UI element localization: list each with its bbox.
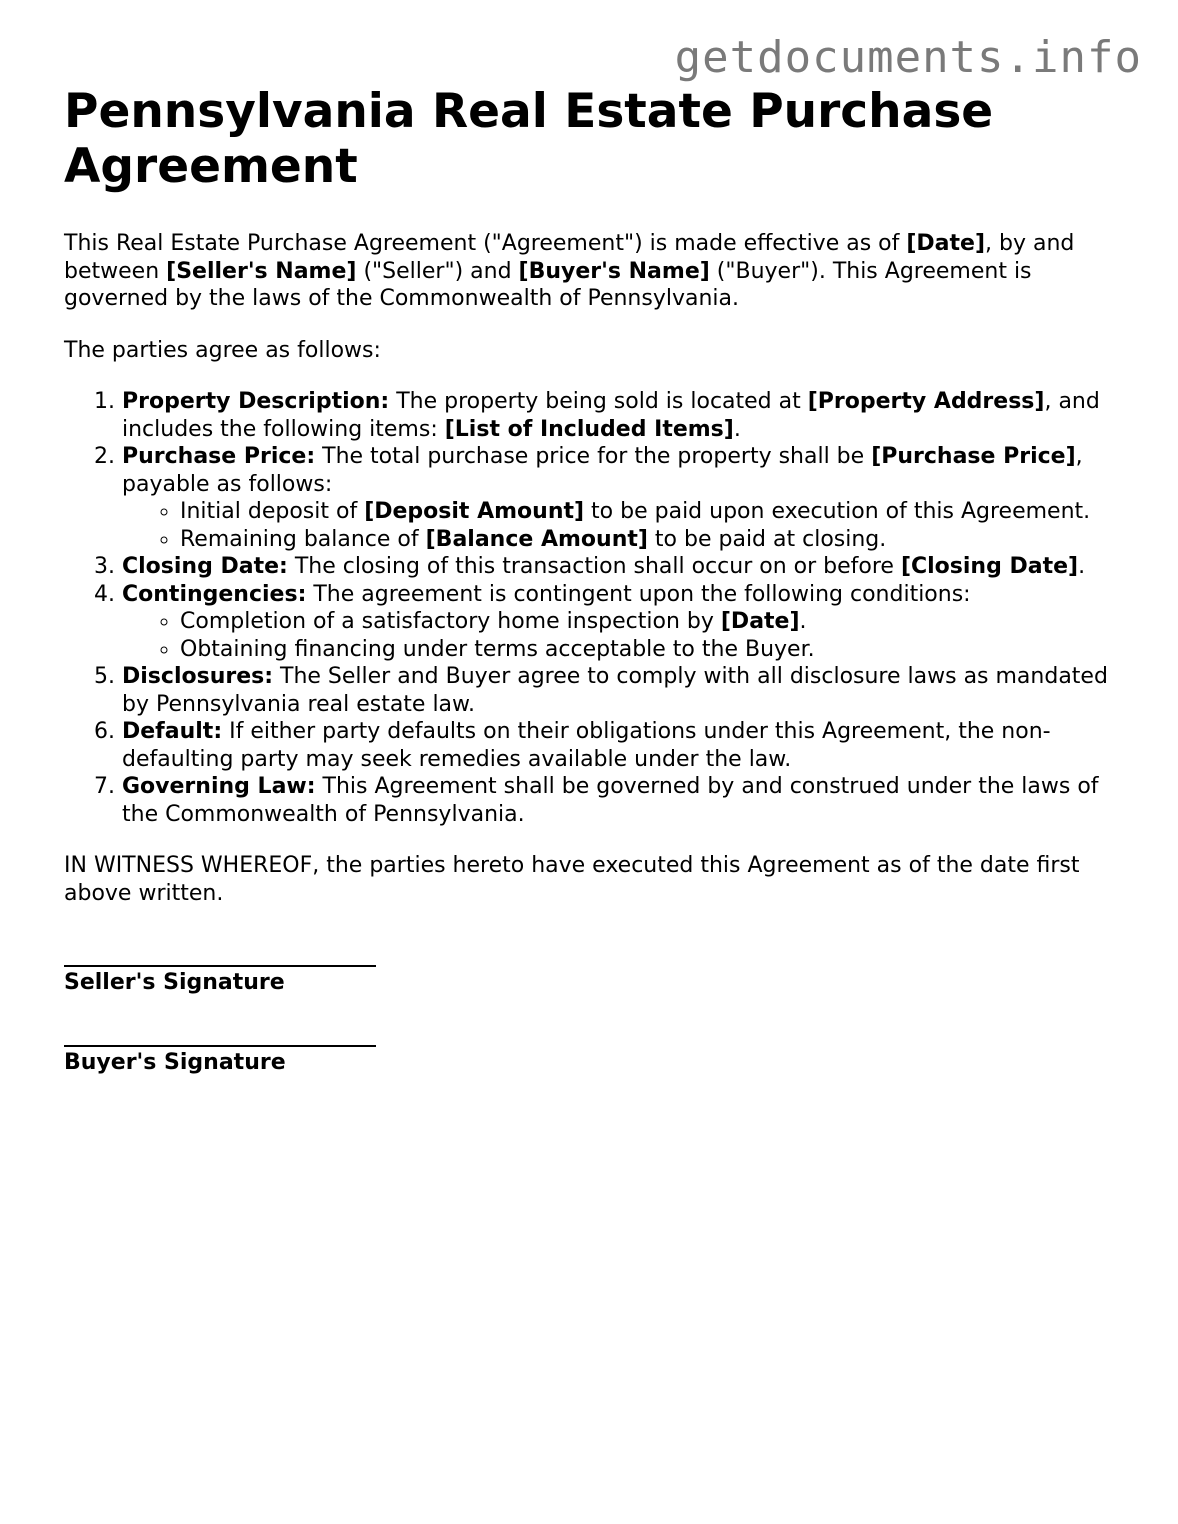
term-label: Closing Date: xyxy=(122,554,288,579)
term-text: The property being sold is located at xyxy=(389,389,808,414)
term-text: The closing of this transaction shall occur on or before xyxy=(287,554,901,579)
included-items-placeholder: [List of Included Items] xyxy=(444,416,734,442)
payment-schedule-list xyxy=(122,498,1120,553)
purchase-price-placeholder: [Purchase Price] xyxy=(871,444,1076,469)
term-text: The agreement is contingent upon the following conditions: xyxy=(306,581,971,607)
term-text: . xyxy=(733,416,741,442)
property-address-placeholder: [Property Address] xyxy=(807,389,1045,414)
term-contingencies xyxy=(122,581,1120,664)
intro-text-3: ("Seller") and xyxy=(356,258,519,284)
term-text: The Seller and Buyer agree to comply with all disclosure laws as mandated by Pennsylvania real estate law. xyxy=(122,664,1108,717)
sub-text: to be paid upon execution of this Agreement. xyxy=(584,499,1091,524)
buyer-name-placeholder: [Buyer's Name] xyxy=(518,258,710,284)
sub-text: Initial deposit of xyxy=(180,499,365,524)
term-text: , payable as follows: xyxy=(122,444,1083,497)
effective-date-placeholder: [Date] xyxy=(906,231,986,256)
term-property-description xyxy=(122,388,1120,443)
witness-paragraph: IN WITNESS WHEREOF, the parties hereto have executed this Agreement as of the date first above written. xyxy=(64,853,1080,906)
parties-statement: The parties agree as follows: xyxy=(64,337,381,363)
term-label: Property Description: xyxy=(122,389,390,414)
sub-item-balance xyxy=(180,526,1120,554)
inspection-date-placeholder: [Date] xyxy=(720,609,800,634)
term-label: Purchase Price: xyxy=(122,444,316,469)
intro-text-2: , by and between xyxy=(64,231,1075,284)
term-label: Contingencies: xyxy=(122,581,307,607)
term-default xyxy=(122,718,1120,773)
intro-text-4: ("Buyer"). This Agreement is governed by the laws of the Commonwealth of Pennsylvania. xyxy=(64,258,1032,311)
sub-text: to be paid at closing. xyxy=(647,526,887,552)
document-page xyxy=(64,84,1120,1076)
term-governing-law xyxy=(122,773,1120,828)
intro-paragraph xyxy=(64,230,1120,313)
buyer-signature-label: Buyer's Signature xyxy=(64,1049,286,1075)
sub-text: Completion of a satisfactory home inspection by xyxy=(180,609,721,634)
seller-signature-block xyxy=(64,943,1120,997)
sub-text: Remaining balance of xyxy=(180,526,426,552)
closing-date-placeholder: [Closing Date] xyxy=(900,554,1079,579)
buyer-signature-line[interactable] xyxy=(64,1023,376,1047)
term-text: . xyxy=(1078,554,1086,579)
contingency-list xyxy=(122,608,1120,663)
sub-text: . xyxy=(799,609,807,634)
term-label: Governing Law: xyxy=(122,774,316,799)
term-text: If either party defaults on their obligations under this Agreement, the non-defaulting party may seek remedies available under the law. xyxy=(122,719,1051,772)
term-purchase-price xyxy=(122,443,1120,553)
page-title: Pennsylvania Real Estate Purchase Agreement xyxy=(64,84,994,194)
term-text: This Agreement shall be governed by and construed under the laws of the Commonwealth of Pennsylvania. xyxy=(122,774,1099,827)
sub-item-financing: ◦ Obtaining financing under terms acceptable to the Buyer. xyxy=(180,636,1120,664)
sub-item-inspection xyxy=(180,608,1120,636)
watermark: getdocuments.info xyxy=(674,32,1142,83)
term-closing-date xyxy=(122,553,1120,581)
intro-text-1: This Real Estate Purchase Agreement ("Agreement") is made effective as of xyxy=(64,231,907,256)
term-text: The total purchase price for the property shall be xyxy=(315,444,872,469)
balance-amount-placeholder: [Balance Amount] xyxy=(425,526,648,552)
seller-signature-label: Seller's Signature xyxy=(64,970,285,995)
term-disclosures xyxy=(122,663,1120,718)
deposit-amount-placeholder: [Deposit Amount] xyxy=(364,499,585,524)
seller-name-placeholder: [Seller's Name] xyxy=(166,258,357,284)
buyer-signature-block xyxy=(64,1023,1120,1077)
terms-list xyxy=(64,388,1120,828)
sub-item-deposit xyxy=(180,498,1120,526)
seller-signature-line[interactable] xyxy=(64,943,376,967)
term-label: Default: xyxy=(122,719,223,744)
term-label: Disclosures: xyxy=(122,664,274,689)
term-text: , and includes the following items: xyxy=(122,389,1100,442)
